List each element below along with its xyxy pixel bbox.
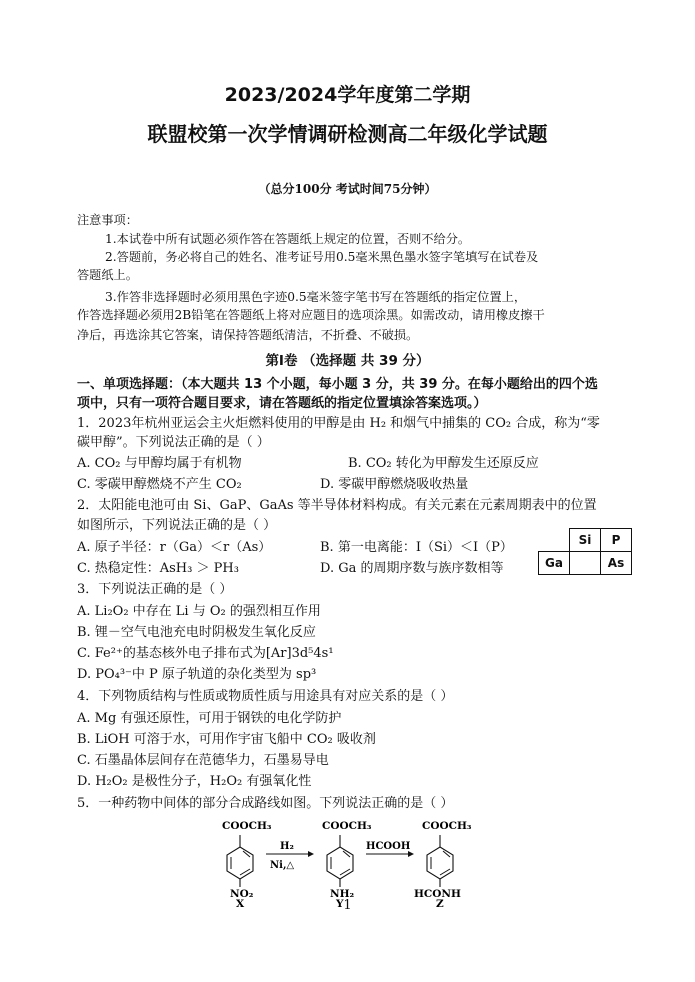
reagent-2: HCOOH: [366, 841, 411, 852]
note-2-line1: 2.答题前，务必将自己的姓名、准考证号用0.5毫米黑色墨水签字笔填写在试卷及: [105, 250, 539, 264]
q3-option-a: A. Li₂O₂ 中存在 Li 与 O₂ 的强烈相互作用: [77, 604, 321, 619]
reagent-1-bottom: Ni,△: [270, 860, 295, 871]
q1-option-d: D. 零碳甲醇燃烧吸收热量: [320, 477, 469, 492]
q2-option-d: D. Ga 的周期序数与族序数相等: [320, 561, 504, 576]
arrow-1: [266, 841, 314, 871]
reagent-1-top: H₂: [280, 841, 294, 852]
q1-stem-line2: 碳甲醇”。下列说法正确的是（ ）: [77, 435, 270, 450]
q1-option-a: A. CO₂ 与甲醇均属于有机物: [77, 456, 242, 471]
x-substituent: NO₂: [230, 888, 254, 900]
q1-option-c: C. 零碳甲醇燃烧不产生 CO₂: [77, 477, 242, 492]
cell-ga: Ga: [539, 552, 570, 575]
y-label: Y: [336, 898, 344, 907]
q2-stem-line1: 2．太阳能电池可由 Si、GaP、GaAs 等半导体材料构成。有关元素在元素周期表中的位置: [77, 498, 597, 513]
molecule-x: [222, 820, 272, 907]
section-1-instructions-line1: [77, 373, 598, 392]
y-substituent: NH₂: [330, 888, 355, 900]
notes-heading: 注意事项：: [77, 213, 138, 227]
q4-option-c: C. 石墨晶体层间存在范德华力，石墨易导电: [77, 753, 329, 768]
q4-option-d: D. H₂O₂ 是极性分子，H₂O₂ 有强氧化性: [77, 774, 312, 789]
q3-stem: 3．下列说法正确的是（ ）: [77, 582, 233, 597]
section-1-instr-a: （本大题共 13 个小题，每小题 3 分，共 39 分。在每小题给出的四个选: [181, 377, 598, 392]
q3-option-c: C. Fe²⁺的基态核外电子排布式为[Ar]3d⁵4s¹: [77, 646, 334, 661]
note-2-line2: 答题纸上。: [77, 268, 138, 282]
q2-stem-line2: 如图所示，下列说法正确的是（ ）: [77, 518, 277, 533]
note-1: 1.本试卷中所有试题必须作答在答题纸上规定的位置，否则不给分。: [105, 232, 471, 246]
z-top-group: COOCH₃: [422, 820, 472, 832]
note-3-line3: 净后，再选涂其它答案，请保持答题纸清洁，不折叠、不破损。: [77, 328, 419, 342]
q3-option-b: B. 锂－空气电池充电时阴极发生氧化反应: [77, 625, 316, 640]
section-1-instructions-line2: 项中，只有一项符合题目要求，请在答题纸的指定位置填涂答案选项。）: [77, 396, 487, 411]
z-label: Z: [436, 898, 444, 907]
synthesis-scheme: [200, 812, 500, 907]
q2-option-b: B. 第一电离能：I（Si）＜I（P）: [320, 540, 513, 555]
q2-option-a: A. 原子半径：r（Ga）＜r（As）: [77, 540, 272, 555]
exam-term-title: 2023/2024学年度第二学期: [224, 84, 471, 106]
periodic-table-fragment: [538, 528, 632, 575]
note-3-line1: 3.作答非选择题时必须用黑色字迹0.5毫米签字笔书写在答题纸的指定位置上，: [105, 290, 527, 304]
arrow-2: [366, 841, 414, 857]
q3-option-d: D. PO₄³⁻中 P 原子轨道的杂化类型为 sp³: [77, 667, 317, 682]
cell-as: As: [601, 552, 632, 575]
cell-empty: [570, 552, 601, 575]
section-1-title: 第Ⅰ卷 （选择题 共 39 分）: [265, 353, 430, 369]
q4-stem: 4．下列物质结构与性质或物质性质与用途具有对应关系的是（ ）: [77, 689, 454, 704]
q1-option-b: B. CO₂ 转化为甲醇发生还原反应: [348, 456, 539, 471]
molecule-z: [414, 820, 472, 907]
exam-title: 联盟校第一次学情调研检测高二年级化学试题: [147, 122, 548, 146]
y-top-group: COOCH₃: [322, 820, 372, 832]
page-number: 1: [343, 898, 352, 913]
q4-option-b: B. LiOH 可溶于水，可用作宇宙飞船中 CO₂ 吸收剂: [77, 732, 376, 747]
cell-p: P: [601, 529, 632, 552]
note-3-line2: 作答选择题必须用2B铅笔在答题纸上将对应题目的选项涂黑。如需改动，请用橡皮擦干: [77, 308, 545, 322]
exam-score-time: （总分100分 考试时间75分钟）: [258, 182, 437, 196]
q4-option-a: A. Mg 有强还原性，可用于钢铁的电化学防护: [77, 711, 342, 726]
q5-stem: 5．一种药物中间体的部分合成路线如图。下列说法正确的是（ ）: [77, 796, 454, 811]
z-substituent: HCONH: [414, 888, 461, 900]
q1-stem-line1: 1．2023年杭州亚运会主火炬燃料使用的甲醇是由 H₂ 和烟气中捕集的 CO₂ 合成，称为“零: [77, 416, 600, 431]
q2-option-c: C. 热稳定性：AsH₃ ＞ PH₃: [77, 561, 239, 576]
molecule-y: [322, 820, 372, 907]
x-top-group: COOCH₃: [222, 820, 272, 832]
x-label: X: [236, 898, 245, 907]
cell-si: Si: [570, 529, 601, 552]
section-1-lead: 一、单项选择题：: [77, 377, 182, 392]
